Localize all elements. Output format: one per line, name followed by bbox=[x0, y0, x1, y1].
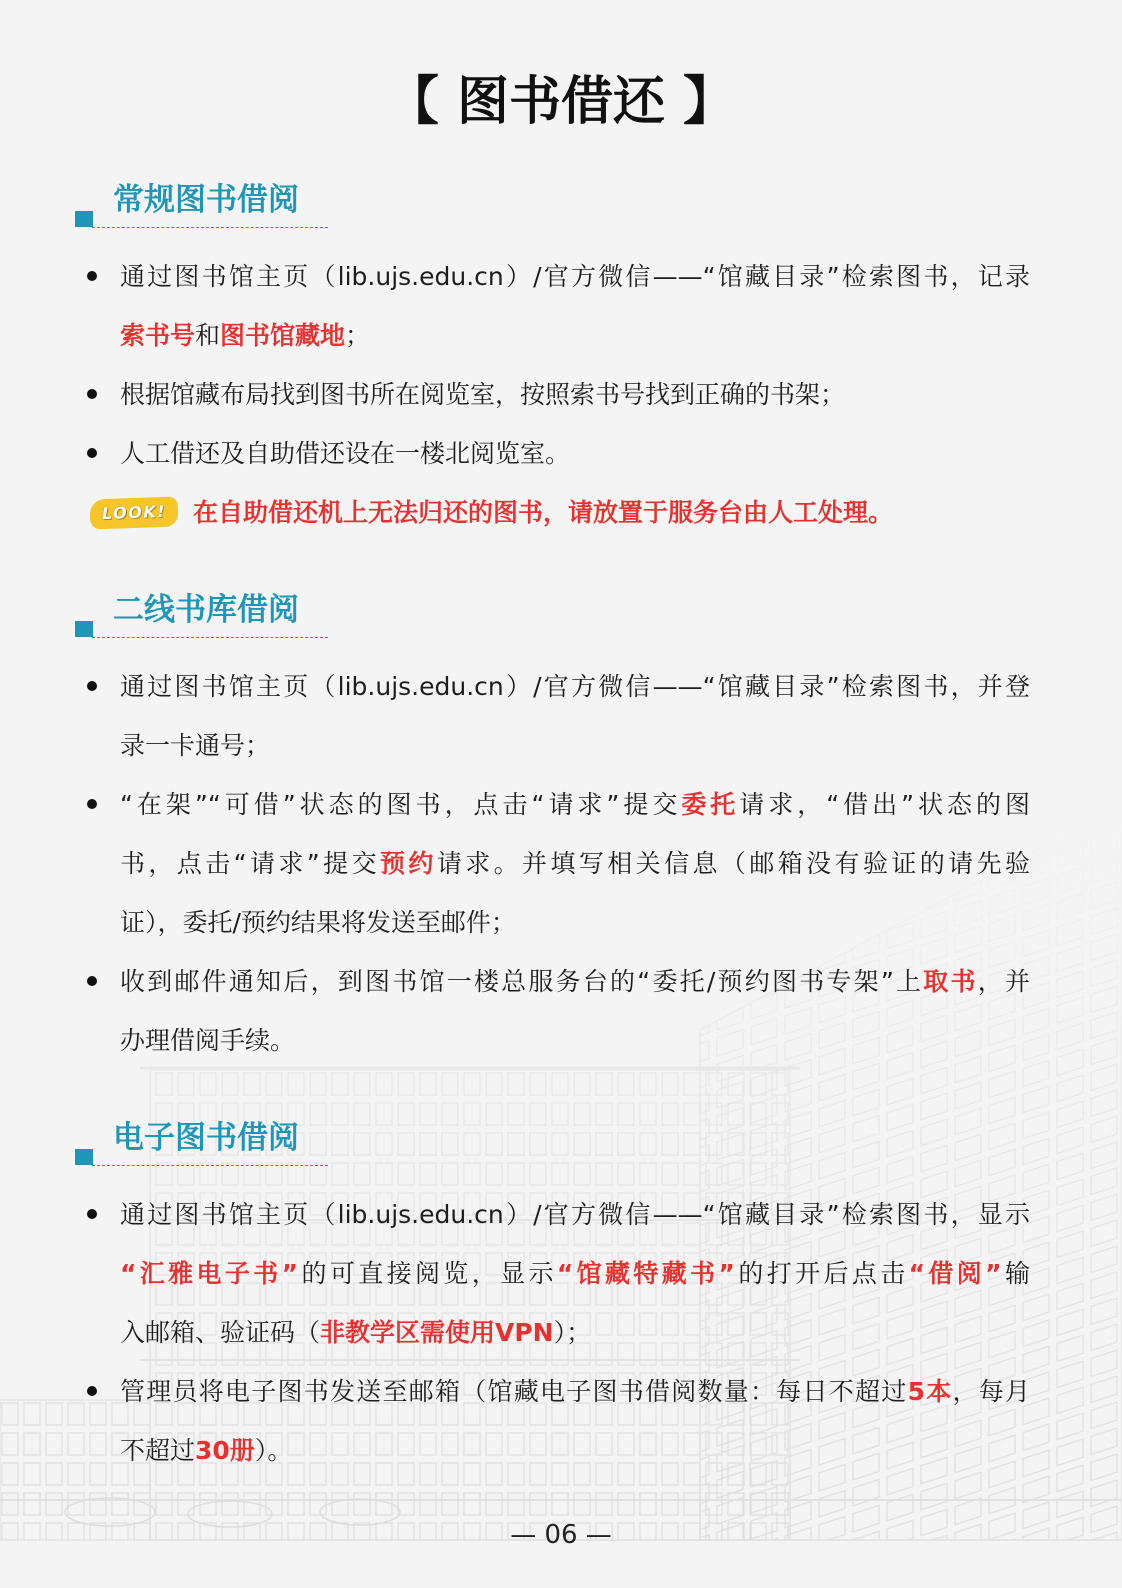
highlighted-text: 委托 bbox=[681, 789, 740, 819]
highlighted-text: 非教学区需使用VPN bbox=[320, 1317, 554, 1347]
text-segment: ）； bbox=[553, 1317, 592, 1347]
text-segment: ，每月 bbox=[952, 1376, 1030, 1406]
highlighted-text: 5本 bbox=[907, 1376, 953, 1406]
heading-square-marker bbox=[75, 1149, 93, 1165]
text-line bbox=[120, 1244, 1030, 1303]
bullet-dot-icon bbox=[87, 976, 97, 986]
bullet-list bbox=[75, 247, 1035, 483]
heading-square-marker bbox=[75, 211, 93, 227]
highlighted-text: 取书 bbox=[923, 966, 978, 996]
text-segment: 通过图书馆主页（lib.ujs.edu.cn）/官方微信——“馆藏目录”检索图书，并登 bbox=[120, 671, 1030, 701]
page-title: 【 图书借还 】 bbox=[386, 72, 736, 132]
text-segment: 收到邮件通知后，到图书馆一楼总服务台的“委托/预约图书专架”上 bbox=[120, 966, 924, 996]
text-segment: 的可直接阅览，显示 bbox=[298, 1258, 557, 1288]
bullet-item bbox=[75, 365, 1030, 424]
text-segment: 录一卡通号； bbox=[120, 730, 271, 760]
text-line bbox=[120, 657, 1030, 716]
heading-dashed-rule bbox=[92, 227, 328, 228]
look-badge-label: LOOK! bbox=[101, 501, 167, 523]
text-segment: 的打开后点击 bbox=[734, 1258, 909, 1288]
text-segment: 输 bbox=[1001, 1258, 1030, 1288]
text-segment: 根据馆藏布局找到图书所在阅览室，按照索书号找到正确的书架； bbox=[120, 379, 846, 409]
look-badge-icon bbox=[90, 496, 179, 529]
text-segment: ）。 bbox=[254, 1435, 293, 1465]
bullet-item bbox=[75, 775, 1030, 952]
text-line bbox=[120, 775, 1030, 834]
section-title: 常规图书借阅 bbox=[113, 182, 299, 218]
text-line bbox=[120, 834, 1030, 893]
bullet-dot-icon bbox=[87, 389, 97, 399]
bullet-list bbox=[75, 1185, 1035, 1480]
highlighted-text: “汇雅电子书” bbox=[120, 1258, 299, 1288]
highlighted-text: 图书馆藏地 bbox=[220, 320, 346, 350]
text-segment: 通过图书馆主页（lib.ujs.edu.cn）/官方微信——“馆藏目录”检索图书，显示 bbox=[120, 1199, 1030, 1229]
section-heading bbox=[75, 178, 1035, 222]
bullet-dot-icon bbox=[87, 448, 97, 458]
heading-square-marker bbox=[75, 621, 93, 637]
text-line bbox=[120, 1421, 1030, 1480]
bullet-list bbox=[75, 657, 1035, 1070]
text-segment: 入邮箱、验证码（ bbox=[120, 1317, 321, 1347]
highlighted-text: 30册 bbox=[195, 1435, 255, 1465]
note-text: 在自助借还机上无法归还的图书，请放置于服务台由人工处理。 bbox=[193, 497, 894, 527]
section-heading bbox=[75, 588, 1035, 632]
bullet-dot-icon bbox=[87, 271, 97, 281]
text-line bbox=[120, 365, 1030, 424]
text-segment: “在架”“可借”状态的图书，点击“请求”提交 bbox=[120, 789, 682, 819]
text-segment: 书，点击“请求”提交 bbox=[120, 848, 380, 878]
text-line bbox=[120, 1362, 1030, 1421]
text-line bbox=[120, 716, 1030, 775]
bullet-item bbox=[75, 1185, 1030, 1362]
highlighted-text: “馆藏特藏书” bbox=[556, 1258, 735, 1288]
bullet-dot-icon bbox=[87, 1209, 97, 1219]
text-line bbox=[120, 893, 1030, 952]
bullet-item bbox=[75, 657, 1030, 775]
text-segment: 通过图书馆主页（lib.ujs.edu.cn）/官方微信——“馆藏目录”检索图书，记录 bbox=[120, 261, 1030, 291]
text-line bbox=[120, 952, 1030, 1011]
bullet-dot-icon bbox=[87, 799, 97, 809]
text-line bbox=[120, 424, 1030, 483]
look-note bbox=[75, 483, 1035, 542]
text-segment: 办理借阅手续。 bbox=[120, 1025, 296, 1055]
bullet-item bbox=[75, 424, 1030, 483]
heading-dashed-rule bbox=[92, 1165, 328, 1166]
bullet-item bbox=[75, 952, 1030, 1070]
text-segment: 不超过 bbox=[120, 1435, 196, 1465]
section-secondary-stack-borrowing bbox=[75, 588, 1035, 1070]
text-segment: 管理员将电子图书发送至邮箱（馆藏电子图书借阅数量：每日不超过 bbox=[120, 1376, 908, 1406]
bullet-dot-icon bbox=[87, 1386, 97, 1396]
section-regular-borrowing bbox=[75, 178, 1035, 542]
text-segment: ； bbox=[345, 320, 371, 350]
section-title: 电子图书借阅 bbox=[113, 1120, 299, 1156]
text-segment: 和 bbox=[195, 320, 221, 350]
text-line bbox=[120, 247, 1030, 306]
bullet-item bbox=[75, 247, 1030, 365]
text-line bbox=[120, 1011, 1030, 1070]
section-ebook-borrowing bbox=[75, 1116, 1035, 1480]
heading-dashed-rule bbox=[92, 637, 328, 638]
text-line bbox=[120, 1303, 1030, 1362]
text-segment: 证），委托/预约结果将发送至邮件； bbox=[120, 907, 516, 937]
text-segment: ，并 bbox=[977, 966, 1030, 996]
highlighted-text: “借阅” bbox=[908, 1258, 1002, 1288]
page-number: — 06 — bbox=[510, 1520, 612, 1550]
text-line bbox=[120, 306, 1030, 365]
bullet-item bbox=[75, 1362, 1030, 1480]
highlighted-text: 预约 bbox=[380, 848, 437, 878]
highlighted-text: 索书号 bbox=[120, 320, 196, 350]
text-line bbox=[120, 1185, 1030, 1244]
section-heading bbox=[75, 1116, 1035, 1160]
text-segment: 请求。并填写相关信息（邮箱没有验证的请先验 bbox=[436, 848, 1030, 878]
bullet-dot-icon bbox=[87, 681, 97, 691]
text-segment: 请求，“借出”状态的图 bbox=[739, 789, 1030, 819]
text-segment: 人工借还及自助借还设在一楼北阅览室。 bbox=[120, 438, 571, 468]
section-title: 二线书库借阅 bbox=[113, 592, 299, 628]
